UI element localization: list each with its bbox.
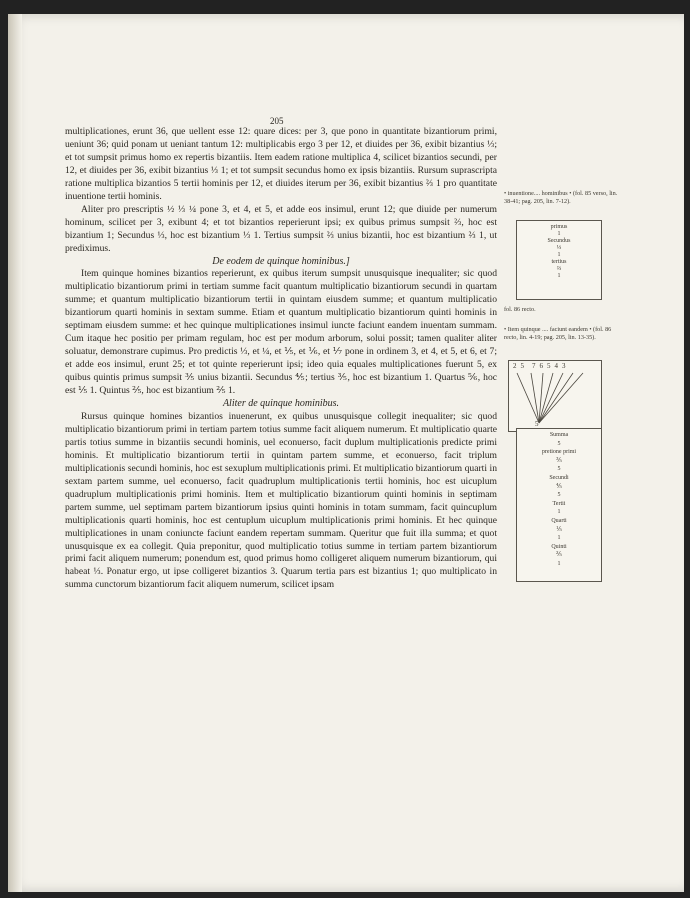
paragraph-3: Item quinque homines bizantios reperierunt, ex quibus iterum sumpsit unusquisque inequaliter; sic quod multiplicatio bizantiorum primi in tertiam summe facit quantum multiplicatio bizantiorum secundi in quartam summe; et quantum multiplicatio bizantiorum tertii in quintam eiusdem summe; et quantum multiplicatio bizantiorum quarti hominis in sextam summe. Etiam et quantum multiplicatio bizantiorum quinti hominis in septimam eiusdem summe: et hec quinque multiplicationes insimul iuncte faciunt eandem inuentam summam. Cum itaque hec positio per primam regulam, hoc est per modum arborum, solui possit; tamen qualiter aliter soluatur, demonstrare cupimus. Pro predictis ⅓, et ¼, et ⅕, et ⅙, et ⅐ pone in ordinem 3, et 4, et 5, et 6, et 7; et adde eos insimul, erunt 25; et tot quinte reperierunt ipsi; ideo quia equales multiplicationes fuerunt 5, ex quibus quintis primus sumpsit ⅗ unius bizantii. Secundus ⅘; tertius ⅗, hoc est bizantium 1. Quartus ⅚, hoc est ⅕ 1. Quintus ⅖, hoc est bizantium ⅖ 1.	[65, 268, 497, 397]
tree-number: 5	[520, 362, 528, 370]
box1-line: primus	[550, 224, 568, 230]
paragraph-1: multiplicationes, erunt 36, que uellent esse 12: quare dices: per 3, que pono in quantitate bizantiorum primi, ueniunt 36; quid ponam ut ueniant tantum 12: multiplicabis ergo 3 per 12, et diuides per 36, exibit bizantius ⅓; et tot sumpsit primus homo ex repertis bizantiis. Item eadem ratione multiplica 4, scilicet bizantios secundi, per 12, et diuides per 36, exibit bizantius ⅓ 1; et tot sumpsit secundus homo ex ipsis bizantiis. Rursum suprascripta ratione multiplica bizantios 5 tertii hominis per 12, et diuides iterum per 36, exibit bizantius ⅔ 1 pro quantitate inuentione tertii hominis.	[65, 126, 497, 202]
box2-line: pretione primi	[541, 449, 577, 456]
box2-line: 1	[557, 560, 561, 567]
box1-line: 1	[557, 231, 561, 237]
box2-line: ⅘	[556, 483, 562, 490]
box2-line: ⅗	[556, 457, 562, 464]
box1-line: 1	[557, 252, 561, 258]
box1-line: tertius	[551, 259, 567, 265]
box2-line: 1	[557, 509, 561, 516]
box2-line: Quinti	[551, 543, 567, 550]
box2-line: 5	[557, 492, 561, 499]
tree-top-numbers	[513, 363, 570, 370]
tree-number: 6	[539, 362, 547, 370]
tree-diagram-box	[508, 360, 602, 432]
box2-line: 1	[557, 535, 561, 542]
main-text	[65, 126, 497, 592]
box1-line: 1	[557, 273, 561, 279]
box2-line: ⅖	[556, 552, 562, 559]
box2-line: ⅕	[556, 526, 562, 533]
folio-reference: fol. 86 recto.	[504, 306, 536, 313]
section-heading-1: De eodem de quinque hominibus.]	[212, 255, 350, 267]
tree-number: 7	[532, 362, 540, 370]
margin-box-2	[516, 428, 602, 582]
margin-note-2: • Item quinque .... faciunt eandem • (fol. 86 recto, lin. 4-19; pag. 205, lin. 13-35).	[504, 326, 612, 341]
tree-diagram-lines	[509, 361, 601, 431]
box2-line: Secundi	[549, 474, 569, 481]
tree-number: 5	[547, 362, 555, 370]
box1-line: ⅓	[556, 245, 562, 251]
page-number: 205	[270, 116, 284, 126]
box2-line: 5	[557, 466, 561, 473]
tree-number: 2	[513, 362, 521, 370]
box2-line: Tertii	[552, 500, 566, 507]
box2-line: Summa	[549, 432, 569, 438]
book-page	[8, 14, 684, 892]
paragraph-4: Rursus quinque homines bizantios inuenerunt, ex quibus unusquisque collegit inequaliter; sic quod multiplicatio bizantiorum primi in tertiam partem totius summe facit aliquem numerum. Et multiplicatio quarte partis totius summe in bizantiis secundi hominis, uel econuerso, facit duplum multiplicationis predicte primi hominis. Et multiplicatio bizantiorum tertii in quintam partem summe, et econuerso, facit triplum multiplicationis secundi hominis, hoc est sexuplum multiplicationis primi. Et multiplicatio bizantiorum quarti in sextam partem summe, uel econuerso, facit quadruplum multiplicationis tertii hominis, hoc est uicuplum quadruplum multiplicationis primi hominis. Item et multiplicatio bizantiorum quinti hominis in septimam partem summe, uel septimam partem bizantiorum ipsius quinti hominis in totam summam, facit quincuplum multiplicationis quarti hominis, hoc est centuplum uicuplum multiplicationis primi hominis. Et hec quinque multiplicationes in unam coniuncte faciunt eandem repertam summam. Queritur que fuit illa summa; et quot unusquisque ex ea collegit. Quia preponitur, quod multiplicatio totius summe in tertiam partem bizantiorum primi facit aliquem numerum; ponendum est, quod primus homo colligeret aliquem numerum bizantiorum, qui habeat ⅓. Ponatur ergo, ut ipse colligeret bizantios 3. Quarum tertia pars est bizantius 1; quo multiplicato in summa cunctorum bizantiorum facit aliquem numerum, scilicet ipsam	[65, 410, 497, 591]
section-heading-2: Aliter de quinque hominibus.	[222, 398, 340, 410]
tree-number: 3	[562, 362, 570, 370]
tree-number: 4	[554, 362, 562, 370]
box2-line: 5	[557, 440, 561, 447]
margin-note-1: • inuentione.... hominibus • (fol. 85 verso, lin. 38-41; pag. 205, lin. 7-12).	[504, 190, 618, 205]
page-gutter-shadow	[8, 14, 22, 892]
tree-bottom-number: 5	[535, 420, 539, 428]
margin-box-1	[516, 220, 602, 300]
box1-line: Secundus	[547, 238, 571, 244]
paragraph-2: Aliter pro prescriptis ½ ⅓ ¼ pone 3, et 4, et 5, et adde eos insimul, erunt 12; que diuide per numerum hominum, scilicet per 3, exibunt 4; et tot bizantios reperierunt ipsi; ex quibus primus sumpsit ⅔, hoc est bizantium 1; Secundus ⅓, hoc est bizantium ⅓ 1. Tertius sumpsit ⅔ unius bizantii, hoc est bizantium ⅔ 1, ut prediximus.	[65, 203, 497, 254]
box1-line: ⅔	[556, 266, 562, 272]
box2-line: Quarti	[551, 517, 567, 524]
